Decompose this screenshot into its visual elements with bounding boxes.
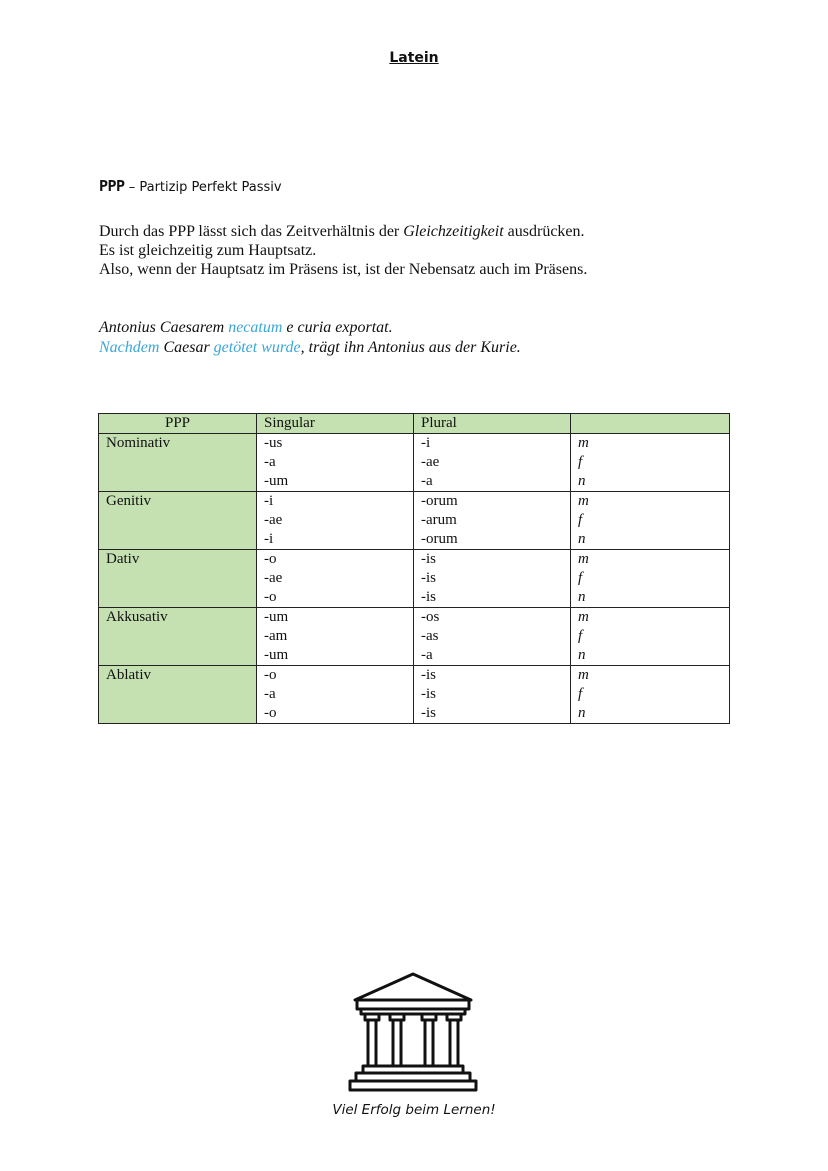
- latin-example: Antonius Caesarem necatum e curia exportat.: [99, 319, 393, 336]
- singular-cell: [257, 434, 414, 492]
- singular-ending: -um: [264, 473, 289, 489]
- case-name: Genitiv: [106, 493, 151, 509]
- singular-ending: -i: [264, 531, 274, 547]
- intro-line-1: Durch das PPP lässt sich das Zeitverhältnis der Gleichzeitigkeit ausdrücken.: [99, 223, 585, 240]
- table-header-row: [99, 414, 730, 434]
- plural-ending: -is: [421, 705, 436, 721]
- singular-ending: -um: [264, 647, 289, 663]
- gender-marker: f: [578, 570, 583, 586]
- case-name-cell: [99, 492, 257, 550]
- plural-cell: [414, 434, 571, 492]
- plural-ending: -a: [421, 647, 433, 663]
- intro-paragraph: [99, 222, 739, 279]
- singular-cell: [257, 550, 414, 608]
- table-row: [99, 550, 730, 608]
- plural-ending: -i: [421, 435, 431, 451]
- plural-ending: -ae: [421, 454, 440, 470]
- heading-text: – Partizip Perfekt Passiv: [124, 180, 282, 195]
- plural-ending: -arum: [421, 512, 457, 528]
- singular-ending: -i: [264, 493, 274, 509]
- plural-cell: [414, 550, 571, 608]
- footer-message: Viel Erfolg beim Lernen!: [332, 1102, 496, 1118]
- table-row: [99, 666, 730, 724]
- emphasis-gleichzeitigkeit: Gleichzeitigkeit: [403, 223, 504, 240]
- german-translation: Nachdem Caesar getötet wurde, trägt ihn Antonius aus der Kurie.: [99, 339, 521, 356]
- singular-ending: -ae: [264, 512, 283, 528]
- plural-ending: -orum: [421, 531, 458, 547]
- singular-ending: -a: [264, 686, 276, 702]
- case-name: Ablativ: [106, 667, 151, 683]
- table-row: [99, 608, 730, 666]
- singular-ending: -o: [264, 589, 277, 605]
- gender-marker: n: [578, 589, 586, 605]
- gender-marker: n: [578, 705, 586, 721]
- singular-ending: -o: [264, 667, 277, 683]
- singular-ending: -us: [264, 435, 283, 451]
- plural-ending: -is: [421, 667, 436, 683]
- header-singular: Singular: [257, 414, 414, 434]
- gender-cell: [571, 666, 730, 724]
- gender-marker: m: [578, 551, 589, 567]
- gender-marker: m: [578, 493, 589, 509]
- highlight-getoetet-wurde: getötet wurde: [213, 339, 301, 356]
- plural-ending: -orum: [421, 493, 458, 509]
- plural-ending: -is: [421, 570, 436, 586]
- table-row: [99, 492, 730, 550]
- gender-marker: f: [578, 454, 583, 470]
- highlight-nachdem: Nachdem: [99, 339, 160, 356]
- singular-ending: -ae: [264, 570, 283, 586]
- case-name: Dativ: [106, 551, 140, 567]
- plural-cell: [414, 492, 571, 550]
- ppp-ending-table: [98, 413, 730, 724]
- highlight-necatum: necatum: [228, 319, 283, 336]
- case-name: Akkusativ: [106, 609, 168, 625]
- plural-ending: -as: [421, 628, 439, 644]
- page-title: Latein: [389, 50, 439, 66]
- section-heading: [99, 177, 282, 195]
- intro-line-2: Es ist gleichzeitig zum Hauptsatz.: [99, 242, 317, 259]
- plural-ending: -os: [421, 609, 440, 625]
- singular-ending: -um: [264, 609, 289, 625]
- gender-marker: f: [578, 686, 583, 702]
- example-sentences: [99, 318, 521, 358]
- intro-line-3: Also, wenn der Hauptsatz im Präsens ist, ist der Nebensatz auch im Präsens.: [99, 261, 588, 278]
- gender-marker: n: [578, 647, 586, 663]
- case-name: Nominativ: [106, 435, 171, 451]
- case-name-cell: [99, 434, 257, 492]
- table-row: [99, 434, 730, 492]
- case-name-cell: [99, 666, 257, 724]
- temple-icon: [347, 970, 479, 1094]
- singular-cell: [257, 666, 414, 724]
- gender-marker: m: [578, 609, 589, 625]
- gender-cell: [571, 434, 730, 492]
- case-name-cell: [99, 550, 257, 608]
- plural-cell: [414, 666, 571, 724]
- singular-ending: -o: [264, 551, 277, 567]
- header-plural: Plural: [414, 414, 571, 434]
- plural-ending: -is: [421, 589, 436, 605]
- header-ppp: PPP: [99, 414, 257, 434]
- singular-ending: -a: [264, 454, 276, 470]
- plural-cell: [414, 608, 571, 666]
- gender-marker: n: [578, 473, 586, 489]
- plural-ending: -a: [421, 473, 433, 489]
- gender-marker: m: [578, 435, 589, 451]
- gender-cell: [571, 492, 730, 550]
- singular-ending: -o: [264, 705, 277, 721]
- gender-marker: n: [578, 531, 586, 547]
- plural-ending: -is: [421, 686, 436, 702]
- singular-ending: -am: [264, 628, 288, 644]
- gender-cell: [571, 608, 730, 666]
- header-gender: [571, 414, 730, 434]
- heading-abbreviation: PPP: [99, 177, 125, 195]
- plural-ending: -is: [421, 551, 436, 567]
- case-name-cell: [99, 608, 257, 666]
- gender-marker: f: [578, 628, 583, 644]
- singular-cell: [257, 492, 414, 550]
- gender-cell: [571, 550, 730, 608]
- singular-cell: [257, 608, 414, 666]
- gender-marker: f: [578, 512, 583, 528]
- gender-marker: m: [578, 667, 589, 683]
